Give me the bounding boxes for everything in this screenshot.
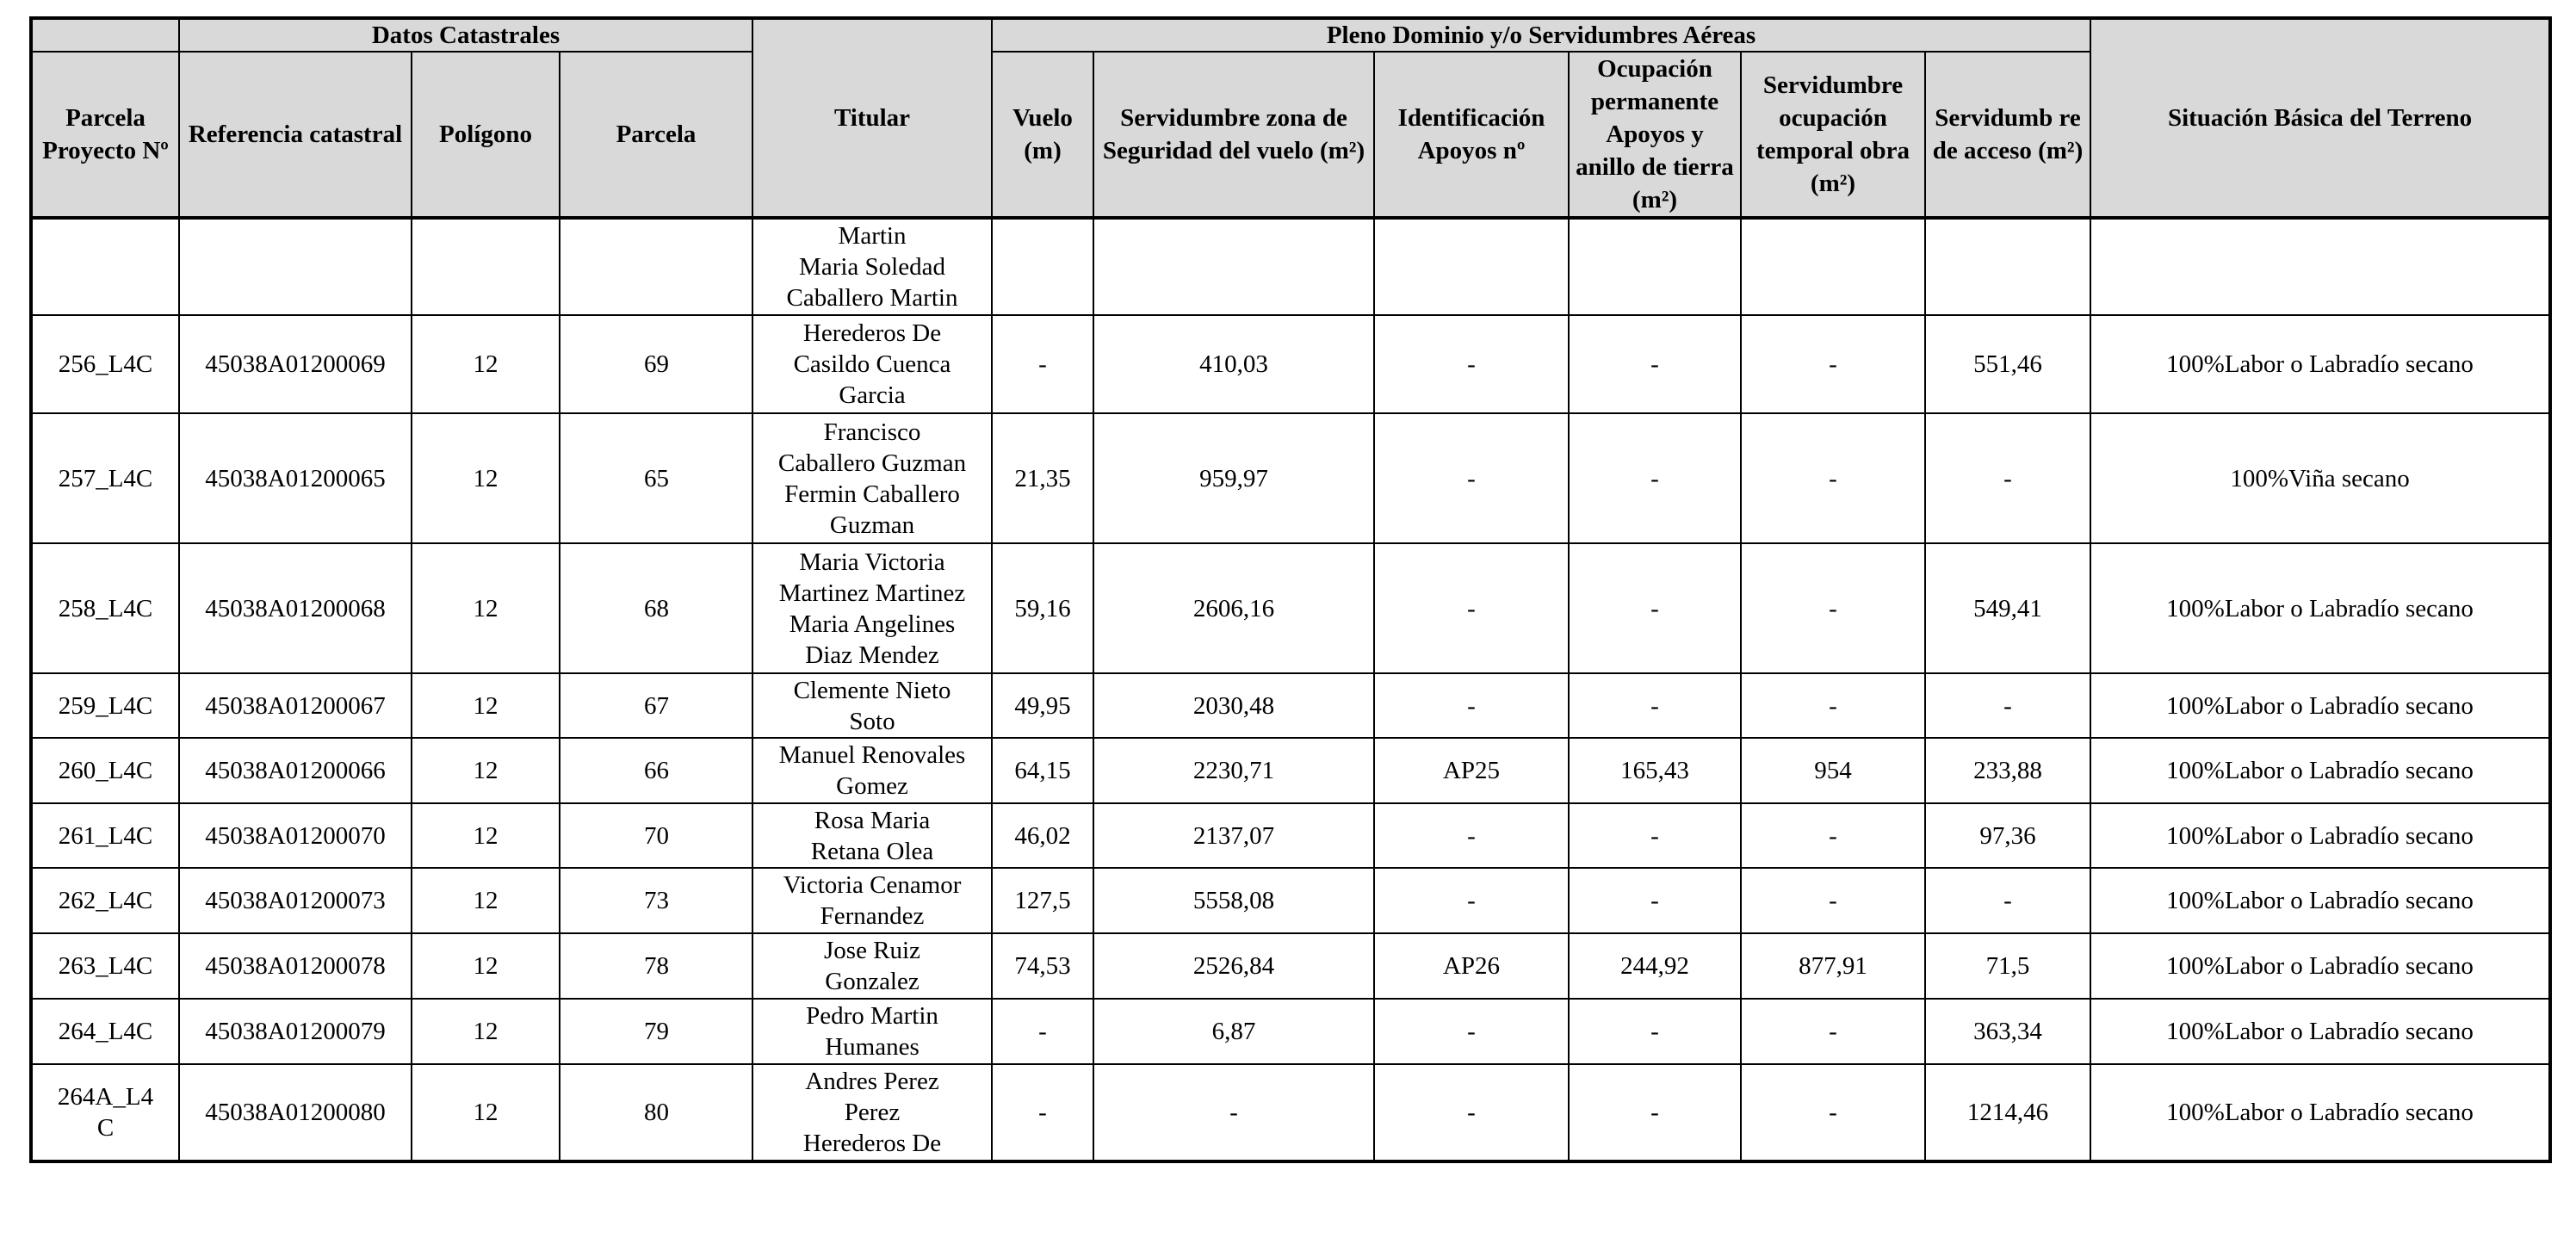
cell-servidumbre-zona: 2526,84 [1093,933,1374,999]
cell-vuelo: - [992,1064,1093,1161]
cell-parcela [560,218,752,315]
cell-acceso: - [1925,413,2090,543]
cell-identificacion: - [1374,543,1569,673]
col-titular: Titular [752,18,992,218]
cell-acceso: 363,34 [1925,999,2090,1064]
cell-parcela-proyecto: 256_L4C [31,315,179,413]
cell-servidumbre-zona: 5558,08 [1093,868,1374,933]
cell-parcela-proyecto [31,218,179,315]
cell-situacion: 100%Labor o Labradío secano [2090,673,2550,738]
cell-acceso: 1214,46 [1925,1064,2090,1161]
cell-ocupacion: - [1569,1064,1741,1161]
cell-titular: Martin Maria Soledad Caballero Martin [752,218,992,315]
cell-vuelo: 49,95 [992,673,1093,738]
table-row [31,738,2550,803]
cell-identificacion: - [1374,315,1569,413]
cell-servidumbre-zona: 2606,16 [1093,543,1374,673]
cell-referencia: 45038A01200078 [179,933,412,999]
col-poligono: Polígono [412,52,560,218]
cell-parcela: 79 [560,999,752,1064]
cell-poligono: 12 [412,933,560,999]
cell-ocupacion: - [1569,413,1741,543]
cell-identificacion: - [1374,999,1569,1064]
cell-parcela: 73 [560,868,752,933]
cell-servidumbre-temporal: - [1741,999,1925,1064]
cell-titular: Andres Perez Perez Herederos De [752,1064,992,1161]
cell-titular: Herederos De Casildo Cuenca Garcia [752,315,992,413]
cell-poligono: 12 [412,543,560,673]
cell-poligono: 12 [412,803,560,868]
cell-vuelo: - [992,999,1093,1064]
group-datos-catastrales: Datos Catastrales [179,18,752,52]
col-identificacion-apoyos: Identificación Apoyos nº [1374,52,1569,218]
cell-servidumbre-temporal: 877,91 [1741,933,1925,999]
cell-parcela-proyecto: 264_L4C [31,999,179,1064]
cell-identificacion: - [1374,673,1569,738]
col-situacion: Situación Básica del Terreno [2090,18,2550,218]
cell-titular: Francisco Caballero Guzman Fermin Caballero Guzman [752,413,992,543]
cell-poligono: 12 [412,413,560,543]
cell-identificacion: AP25 [1374,738,1569,803]
col-servidumbre-acceso: Servidumb re de acceso (m²) [1925,52,2090,218]
cell-referencia: 45038A01200080 [179,1064,412,1161]
col-vuelo: Vuelo (m) [992,52,1093,218]
cell-acceso: 549,41 [1925,543,2090,673]
parcel-table [29,16,2552,1163]
cell-situacion: 100%Labor o Labradío secano [2090,933,2550,999]
group-pleno-dominio: Pleno Dominio y/o Servidumbres Aéreas [992,18,2090,52]
cell-ocupacion: - [1569,803,1741,868]
cell-poligono: 12 [412,315,560,413]
cell-referencia: 45038A01200079 [179,999,412,1064]
cell-acceso: 233,88 [1925,738,2090,803]
cell-identificacion: - [1374,868,1569,933]
cell-acceso: 551,46 [1925,315,2090,413]
cell-vuelo: 46,02 [992,803,1093,868]
cell-poligono: 12 [412,673,560,738]
cell-poligono: 12 [412,738,560,803]
cell-situacion [2090,218,2550,315]
cell-servidumbre-zona [1093,218,1374,315]
cell-servidumbre-temporal: - [1741,413,1925,543]
cell-situacion: 100%Labor o Labradío secano [2090,803,2550,868]
table-row [31,999,2550,1064]
cell-poligono: 12 [412,1064,560,1161]
cell-servidumbre-temporal: - [1741,315,1925,413]
cell-parcela-proyecto: 262_L4C [31,868,179,933]
cell-acceso: - [1925,673,2090,738]
cell-titular: Jose Ruiz Gonzalez [752,933,992,999]
cell-ocupacion: - [1569,315,1741,413]
cell-identificacion: AP26 [1374,933,1569,999]
cell-situacion: 100%Labor o Labradío secano [2090,315,2550,413]
cell-parcela-proyecto: 259_L4C [31,673,179,738]
cell-servidumbre-temporal: - [1741,803,1925,868]
cell-ocupacion: - [1569,868,1741,933]
table-row [31,803,2550,868]
col-ocupacion-permanente: Ocupación permanente Apoyos y anillo de tierra (m²) [1569,52,1741,218]
cell-servidumbre-temporal: - [1741,868,1925,933]
cell-servidumbre-zona: 2137,07 [1093,803,1374,868]
cell-identificacion: - [1374,1064,1569,1161]
cell-acceso: 71,5 [1925,933,2090,999]
cell-acceso: - [1925,868,2090,933]
cell-parcela-proyecto: 258_L4C [31,543,179,673]
cell-referencia [179,218,412,315]
cell-titular: Pedro Martin Humanes [752,999,992,1064]
cell-parcela: 67 [560,673,752,738]
cell-parcela-proyecto: 264A_L4 C [31,1064,179,1161]
cell-parcela: 68 [560,543,752,673]
cell-vuelo: - [992,315,1093,413]
cell-titular: Manuel Renovales Gomez [752,738,992,803]
cell-referencia: 45038A01200067 [179,673,412,738]
cell-servidumbre-temporal: - [1741,1064,1925,1161]
table-row [31,933,2550,999]
cell-servidumbre-zona: - [1093,1064,1374,1161]
cell-parcela: 80 [560,1064,752,1161]
cell-parcela-proyecto: 260_L4C [31,738,179,803]
cell-ocupacion: - [1569,999,1741,1064]
table-body [31,218,2550,1161]
cell-situacion: 100%Labor o Labradío secano [2090,543,2550,673]
cell-parcela-proyecto: 261_L4C [31,803,179,868]
cell-situacion: 100%Labor o Labradío secano [2090,1064,2550,1161]
cell-titular: Clemente Nieto Soto [752,673,992,738]
cell-parcela: 65 [560,413,752,543]
cell-referencia: 45038A01200068 [179,543,412,673]
cell-poligono [412,218,560,315]
cell-situacion: 100%Labor o Labradío secano [2090,999,2550,1064]
col-parcela: Parcela [560,52,752,218]
cell-ocupacion: 244,92 [1569,933,1741,999]
cell-ocupacion [1569,218,1741,315]
table-row [31,413,2550,543]
cell-parcela-proyecto: 257_L4C [31,413,179,543]
col-servidumbre-temporal: Servidumbre ocupación temporal obra (m²) [1741,52,1925,218]
table-row [31,218,2550,315]
cell-parcela: 70 [560,803,752,868]
cell-servidumbre-zona: 2230,71 [1093,738,1374,803]
cell-identificacion: - [1374,413,1569,543]
table-row [31,673,2550,738]
cell-referencia: 45038A01200069 [179,315,412,413]
col-servidumbre-zona: Servidumbre zona de Seguridad del vuelo (m²) [1093,52,1374,218]
cell-referencia: 45038A01200070 [179,803,412,868]
cell-servidumbre-zona: 959,97 [1093,413,1374,543]
cell-vuelo: 74,53 [992,933,1093,999]
cell-vuelo: 64,15 [992,738,1093,803]
header-blank-cell [31,18,179,52]
cell-situacion: 100%Labor o Labradío secano [2090,738,2550,803]
cell-parcela: 69 [560,315,752,413]
cell-situacion: 100%Viña secano [2090,413,2550,543]
col-parcela-proyecto: Parcela Proyecto Nº [31,52,179,218]
cell-titular: Victoria Cenamor Fernandez [752,868,992,933]
table-header [31,18,2550,218]
cell-servidumbre-temporal: 954 [1741,738,1925,803]
cell-identificacion: - [1374,803,1569,868]
cell-poligono: 12 [412,999,560,1064]
cell-ocupacion: - [1569,673,1741,738]
col-referencia-catastral: Referencia catastral [179,52,412,218]
cell-parcela: 66 [560,738,752,803]
table-row [31,315,2550,413]
cell-servidumbre-temporal [1741,218,1925,315]
cell-poligono: 12 [412,868,560,933]
table-row [31,868,2550,933]
cell-identificacion [1374,218,1569,315]
cell-referencia: 45038A01200065 [179,413,412,543]
cell-referencia: 45038A01200066 [179,738,412,803]
cell-ocupacion: 165,43 [1569,738,1741,803]
cell-servidumbre-zona: 2030,48 [1093,673,1374,738]
cell-titular: Maria Victoria Martinez Martinez Maria Angelines Diaz Mendez [752,543,992,673]
cell-parcela-proyecto: 263_L4C [31,933,179,999]
table-row [31,543,2550,673]
cell-vuelo: 127,5 [992,868,1093,933]
cell-parcela: 78 [560,933,752,999]
cell-vuelo: 59,16 [992,543,1093,673]
cell-ocupacion: - [1569,543,1741,673]
cell-servidumbre-temporal: - [1741,673,1925,738]
cell-titular: Rosa Maria Retana Olea [752,803,992,868]
cell-servidumbre-zona: 6,87 [1093,999,1374,1064]
cell-vuelo [992,218,1093,315]
table-row [31,1064,2550,1161]
cell-referencia: 45038A01200073 [179,868,412,933]
cell-situacion: 100%Labor o Labradío secano [2090,868,2550,933]
cell-servidumbre-zona: 410,03 [1093,315,1374,413]
cell-acceso: 97,36 [1925,803,2090,868]
cell-acceso [1925,218,2090,315]
cell-servidumbre-temporal: - [1741,543,1925,673]
cell-vuelo: 21,35 [992,413,1093,543]
